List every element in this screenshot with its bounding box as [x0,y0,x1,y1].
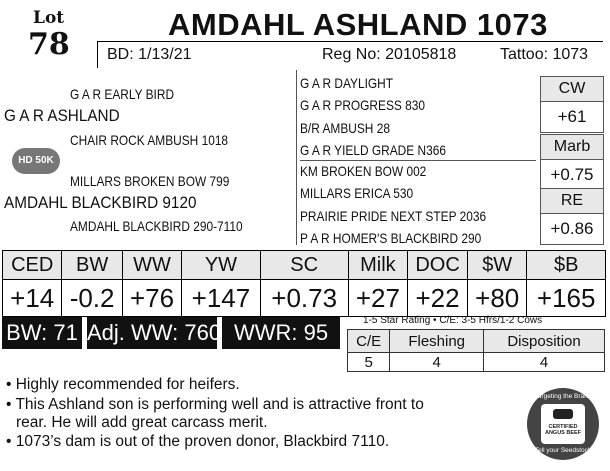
epd-header: $W [467,251,526,280]
note-line: • This Ashland son is performing well and is attractive front to [6,396,424,413]
ancestor: G A R PROGRESS 830 [300,97,426,113]
star-rating-title: 1-5 Star Rating • C/E: 3-5 Hfrs/1-2 Cows [363,315,543,326]
ancestor: G A R DAYLIGHT [300,75,394,91]
ancestor: P A R HOMER'S BLACKBIRD 290 [300,230,482,246]
star-header: C/E [348,330,390,353]
re-label: RE [541,189,603,213]
ancestor: KM BROKEN BOW 002 [300,163,427,179]
ancestor: PRAIRIE PRIDE NEXT STEP 2036 [300,208,487,224]
star-rating-table [347,329,605,372]
epd-value: +147 [182,280,260,317]
re-box [540,188,604,245]
dam: AMDAHL BLACKBIRD 9120 [4,193,197,212]
note-line: • Highly recommended for heifers. [6,376,240,393]
lot-number: 78 [28,27,70,62]
sire-sire: G A R EARLY BIRD [70,86,175,102]
epd-value: +80 [467,280,526,317]
note-line: • 1073’s dam is out of the proven donor, Blackbird 7110. [6,433,390,450]
epd-value: +76 [122,280,181,317]
weaning-weight-ratio: WWR: 95 [222,317,340,349]
pedigree-divider [296,70,297,245]
birth-weight: BW: 71 [2,317,82,349]
dam-sire: MILLARS BROKEN BOW 799 [70,173,230,189]
cw-value: +61 [541,101,603,132]
star-header: Disposition [484,330,605,353]
epd-value: +22 [408,280,468,317]
reg-number: Reg No: 20105818 [322,46,457,63]
marb-label: Marb [541,135,603,159]
epd-value: +14 [3,280,62,317]
epd-header: SC [260,251,348,280]
epd-header: DOC [408,251,468,280]
sire: G A R ASHLAND [4,106,120,125]
animal-name: AMDAHL ASHLAND 1073 [168,7,548,42]
birth-date: BD: 1/13/21 [107,46,192,63]
epd-value: -0.2 [62,280,122,317]
marb-value: +0.75 [541,159,603,190]
star-value: 5 [348,353,390,372]
ancestor: G A R YIELD GRADE N366 [300,142,446,158]
tattoo: Tattoo: 1073 [500,46,589,63]
epd-header: Milk [348,251,407,280]
star-header: Fleshing [390,330,484,353]
star-value: 4 [484,353,605,372]
star-value: 4 [390,353,484,372]
cw-label: CW [541,77,603,101]
epd-value: +27 [348,280,407,317]
re-value: +0.86 [541,213,603,244]
cw-box [540,76,604,133]
note-line: rear. He will add great carcass merit. [16,414,268,431]
epd-header: BW [62,251,122,280]
ancestor: B/R AMBUSH 28 [300,120,390,136]
epd-header: $B [527,251,606,280]
epd-value: +165 [527,280,606,317]
certified-seal-icon: Targeting the Brand CERTIFIED ANGUS BEEF Tell your Seedstock [527,388,599,460]
epd-header: CED [3,251,62,280]
epd-header: WW [122,251,181,280]
lot-label: Lot [33,8,65,28]
dam-dam: AMDAHL BLACKBIRD 290-7110 [70,218,243,234]
epd-value: +0.73 [260,280,348,317]
adjusted-weaning-weight: Adj. WW: 760 [87,317,217,349]
sire-dam: CHAIR ROCK AMBUSH 1018 [70,132,229,148]
epd-table [2,250,606,317]
marb-box [540,134,604,191]
epd-header: YW [182,251,260,280]
genomic-badge-icon: HD 50K [12,148,60,174]
ancestor-divider [300,160,536,161]
ancestor: MILLARS ERICA 530 [300,185,414,201]
